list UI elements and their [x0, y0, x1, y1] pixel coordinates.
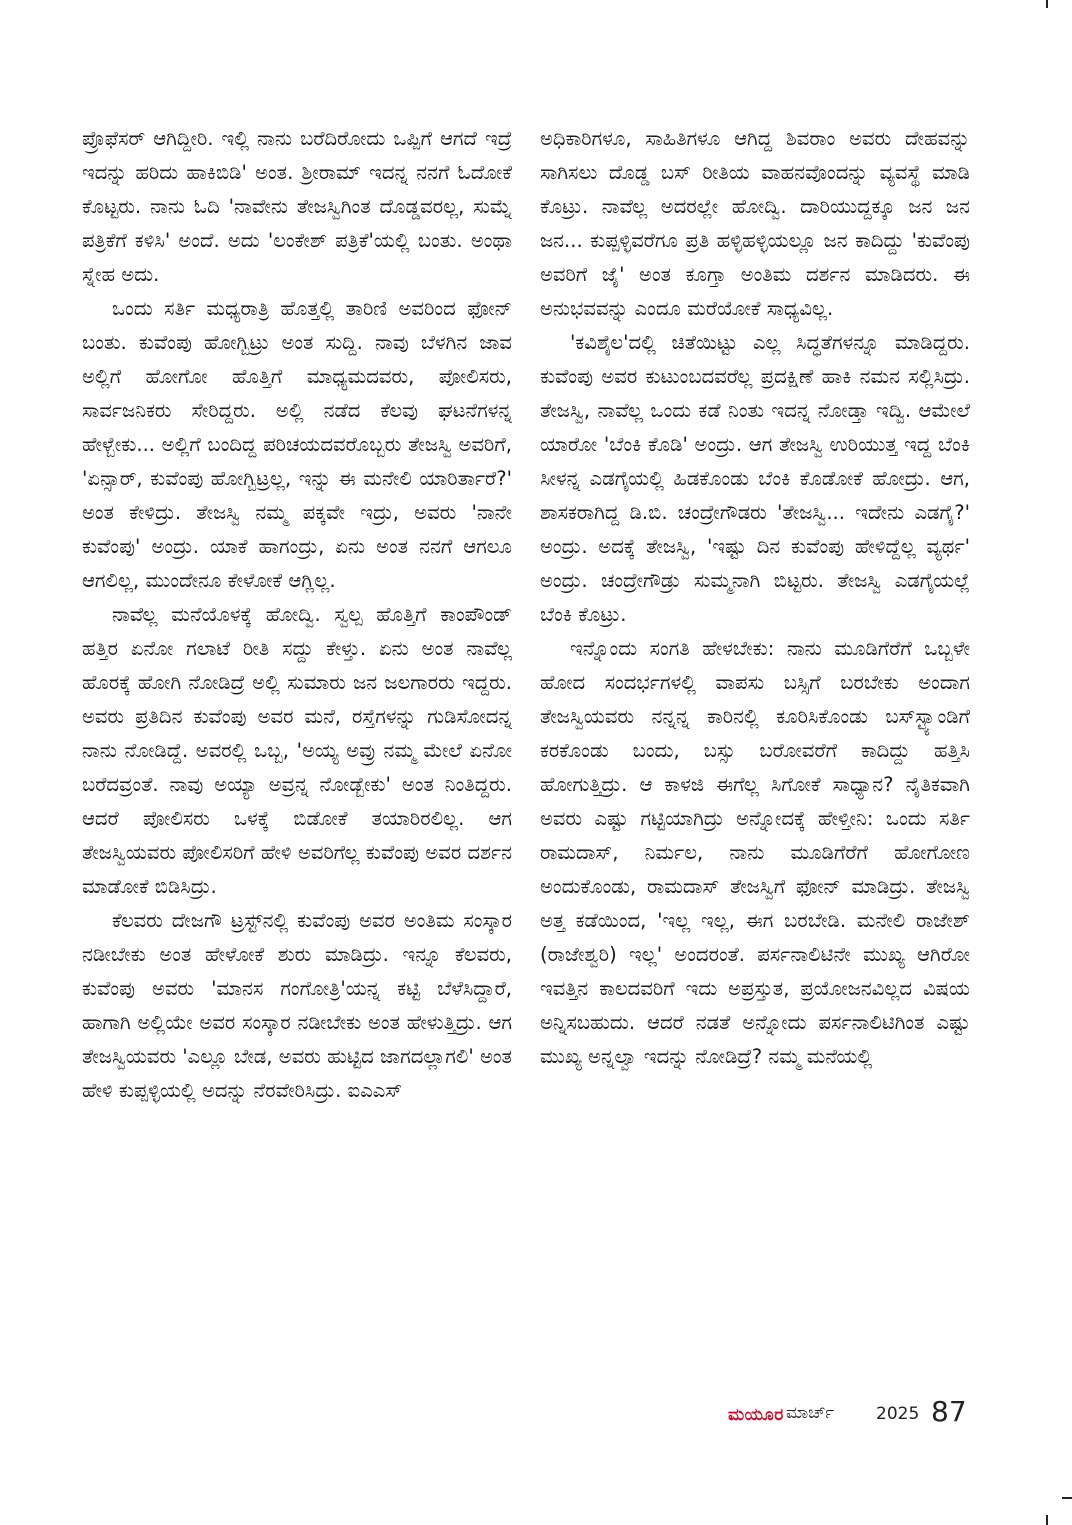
crop-mark-top: [1046, 0, 1048, 8]
crop-mark-bottom: [1046, 1515, 1048, 1525]
paragraph: ಇನ್ನೊಂದು ಸಂಗತಿ ಹೇಳಬೇಕು: ನಾನು ಮೂಡಿಗೆರೆಗೆ ಒಬ್ಬಳೇ ಹೋದ ಸಂದರ್ಭಗಳಲ್ಲಿ ವಾಪಸು ಬಸ್ಸಿಗೆ ಬರಬೇಕು ಅಂದಾಗ ತೇಜಸ್ವಿಯವರು ನನ್ನನ್ನ ಕಾರಿನಲ್ಲಿ ಕೂರಿಸಿಕೊಂಡು ಬಸ್‌ಸ್ಟ್ಯಾಂಡಿಗೆ ಕರಕೊಂಡು ಬಂದು, ಬಸ್ಸು ಬರೋವರೆಗೆ ಕಾದಿದ್ದು ಹತ್ತಿಸಿ ಹೋಗುತ್ತಿದ್ರು. ಆ ಕಾಳಜಿ ಈಗೆಲ್ಲ ಸಿಗೋಕೆ ಸಾಧ್ಯಾನ? ನೈತಿಕವಾಗಿ ಅವರು ಎಷ್ಟು ಗಟ್ಟಿಯಾಗಿದ್ರು ಅನ್ನೋದಕ್ಕೆ ಹೇಳ್ತೀನಿ: ಒಂದು ಸರ್ತಿ ರಾಮದಾಸ್, ನಿರ್ಮಲ, ನಾನು ಮೂಡಿಗೆರೆಗೆ ಹೋಗೋಣ ಅಂದುಕೊಂಡು, ರಾಮದಾಸ್ ತೇಜಸ್ವಿಗೆ ಫೋನ್ ಮಾಡಿದ್ರು. ತೇಜಸ್ವಿ ಅತ್ತ ಕಡೆಯಿಂದ, 'ಇಲ್ಲ ಇಲ್ಲ, ಈಗ ಬರಬೇಡಿ. ಮನೇಲಿ ರಾಜೇಶ್ (ರಾಜೇಶ್ವರಿ) ಇಲ್ಲ' ಅಂದರಂತೆ. ಪರ್ಸನಾಲಿಟಿನೇ ಮುಖ್ಯ ಆಗಿರೋ ಇವತ್ತಿನ ಕಾಲದವರಿಗೆ ಇದು ಅಪ್ರಸ್ತುತ, ಪ್ರಯೋಜನವಿಲ್ಲದ ವಿಷಯ ಅನ್ನಿಸಬಹುದು. ಆದರೆ ನಡತೆ ಅನ್ನೋದು ಪರ್ಸನಾಲಿಟಿಗಿಂತ ಎಷ್ಟು ಮುಖ್ಯ ಅನ್ನಲ್ವಾ ಇದನ್ನು ನೋಡಿದ್ರೆ? ನಮ್ಮ ಮನೆಯಲ್ಲಿ: [540, 637, 970, 1068]
paragraph: ಕೆಲವರು ದೇಜಗೌ ಟ್ರಸ್ಟ್‌ನಲ್ಲಿ ಕುವೆಂಪು ಅವರ ಅಂತಿಮ ಸಂಸ್ಕಾರ ನಡೀಬೇಕು ಅಂತ ಹೇಳೋಕೆ ಶುರು ಮಾಡಿದ್ರು. ಇನ್ನೂ ಕೆಲವರು, ಕುವೆಂಪು ಅವರು 'ಮಾನಸ ಗಂಗೋತ್ರಿ'ಯನ್ನ ಕಟ್ಟಿ ಬೆಳೆಸಿದ್ದಾರೆ, ಹಾಗಾಗಿ ಅಲ್ಲಿಯೇ ಅವರ ಸಂಸ್ಕಾರ ನಡೀಬೇಕು ಅಂತ ಹೇಳುತ್ತಿದ್ರು. ಆಗ ತೇಜಸ್ವಿಯವರು 'ಎಲ್ಲೂ ಬೇಡ, ಅವರು ಹುಟ್ಟಿದ ಜಾಗದಲ್ಲಾಗಲಿ' ಅಂತ ಹೇಳಿ ಕುಪ್ಪಳ್ಳಿಯಲ್ಲಿ ಅದನ್ನು ನೆರವೇರಿಸಿದ್ರು. ಐಎಎಸ್: [82, 909, 512, 1102]
crop-mark-right-bottom: [1062, 1497, 1072, 1499]
article-column-left: [82, 122, 512, 1108]
paragraph: 'ಕವಿಶೈಲ'ದಲ್ಲಿ ಚಿತೆಯಿಟ್ಟು ಎಲ್ಲ ಸಿದ್ಧತೆಗಳನ್ನೂ ಮಾಡಿದ್ದರು. ಕುವೆಂಪು ಅವರ ಕುಟುಂಬದವರೆಲ್ಲ ಪ್ರದಕ್ಷಿಣೆ ಹಾಕಿ ನಮನ ಸಲ್ಲಿಸಿದ್ರು. ತೇಜಸ್ವಿ, ನಾವೆಲ್ಲ ಒಂದು ಕಡೆ ನಿಂತು ಇದನ್ನ ನೋಡ್ತಾ ಇದ್ವಿ. ಆಮೇಲೆ ಯಾರೋ 'ಬೆಂಕಿ ಕೊಡಿ' ಅಂದ್ರು. ಆಗ ತೇಜಸ್ವಿ ಉರಿಯುತ್ತ ಇದ್ದ ಬೆಂಕಿ ಸೀಳನ್ನ ಎಡಗೈಯಲ್ಲಿ ಹಿಡಕೊಂಡು ಬೆಂಕಿ ಕೊಡೋಕೆ ಹೋದ್ರು. ಆಗ, ಶಾಸಕರಾಗಿದ್ದ ಡಿ.ಬಿ. ಚಂದ್ರೇಗೌಡರು 'ತೇಜಸ್ವಿ... ಇದೇನು ಎಡಗೈ?' ಅಂದ್ರು. ಅದಕ್ಕೆ ತೇಜಸ್ವಿ, 'ಇಷ್ಟು ದಿನ ಕುವೆಂಪು ಹೇಳಿದ್ದೆಲ್ಲ ವ್ಯರ್ಥ' ಅಂದ್ರು. ಚಂದ್ರೇಗೌಡ್ರು ಸುಮ್ಮನಾಗಿ ಬಿಟ್ಟರು. ತೇಜಸ್ವಿ ಎಡಗೈಯಲ್ಲೆ ಬೆಂಕಿ ಕೊಟ್ರು.: [540, 331, 970, 626]
paragraph: ಒಂದು ಸರ್ತಿ ಮಧ್ಯರಾತ್ರಿ ಹೊತ್ತಲ್ಲಿ ತಾರಿಣಿ ಅವರಿಂದ ಫೋನ್ ಬಂತು. ಕುವೆಂಪು ಹೋಗ್ಬಿಟ್ರು ಅಂತ ಸುದ್ದಿ. ನಾವು ಬೆಳಗಿನ ಜಾವ ಅಲ್ಲಿಗೆ ಹೋಗೋ ಹೊತ್ತಿಗೆ ಮಾಧ್ಯಮದವರು, ಪೋಲಿಸರು, ಸಾರ್ವಜನಿಕರು ಸೇರಿದ್ದರು. ಅಲ್ಲಿ ನಡೆದ ಕೆಲವು ಘಟನೆಗಳನ್ನ ಹೇಳ್ಬೇಕು... ಅಲ್ಲಿಗೆ ಬಂದಿದ್ದ ಪರಿಚಯದವರೊಬ್ಬರು ತೇಜಸ್ವಿ ಅವರಿಗೆ, 'ಏನ್ಸಾರ್, ಕುವೆಂಪು ಹೋಗ್ಬಿಟ್ರಲ್ಲ, ಇನ್ನು ಈ ಮನೇಲಿ ಯಾರಿರ್ತಾರೆ?' ಅಂತ ಕೇಳಿದ್ರು. ತೇಜಸ್ವಿ ನಮ್ಮ ಪಕ್ಕವೇ ಇದ್ರು, ಅವರು 'ನಾನೇ ಕುವೆಂಪು' ಅಂದ್ರು. ಯಾಕೆ ಹಾಗಂದ್ರು, ಏನು ಅಂತ ನನಗೆ ಆಗಲೂ ಆಗಲಿಲ್ಲ, ಮುಂದೇನೂ ಕೇಳೋಕೆ ಆಗ್ಲಿಲ್ಲ.: [82, 297, 512, 592]
magazine-logo: ಮಯೂರ: [728, 1405, 784, 1425]
issue-year: 2025: [876, 1404, 920, 1424]
issue-month: ಮಾರ್ಚ್: [786, 1403, 835, 1423]
paragraph: ನಾವೆಲ್ಲ ಮನೆಯೊಳಕ್ಕೆ ಹೋದ್ವಿ. ಸ್ವಲ್ಪ ಹೊತ್ತಿಗೆ ಕಾಂಪೌಂಡ್ ಹತ್ತಿರ ಏನೋ ಗಲಾಟೆ ರೀತಿ ಸದ್ದು ಕೇಳ್ತು. ಏನು ಅಂತ ನಾವೆಲ್ಲ ಹೊರಕ್ಕೆ ಹೋಗಿ ನೋಡಿದ್ರೆ ಅಲ್ಲಿ ಸುಮಾರು ಜನ ಜಲಗಾರರು ಇದ್ದರು. ಅವರು ಪ್ರತಿದಿನ ಕುವೆಂಪು ಅವರ ಮನೆ, ರಸ್ತೆಗಳನ್ನು ಗುಡಿಸೋದನ್ನ ನಾನು ನೋಡಿದ್ದೆ. ಅವರಲ್ಲಿ ಒಬ್ಬ, 'ಅಯ್ಯ ಅವ್ರು ನಮ್ಮ ಮೇಲೆ ಏನೋ ಬರೆದವ್ರಂತೆ. ನಾವು ಅಯ್ಯಾ ಅವ್ರನ್ನ ನೋಡ್ಬೇಕು' ಅಂತ ನಿಂತಿದ್ದರು. ಆದರೆ ಪೋಲಿಸರು ಒಳಕ್ಕೆ ಬಿಡೋಕೆ ತಯಾರಿರಲಿಲ್ಲ. ಆಗ ತೇಜಸ್ವಿಯವರು ಪೋಲಿಸರಿಗೆ ಹೇಳಿ ಅವರಿಗೆಲ್ಲ ಕುವೆಂಪು ಅವರ ದರ್ಶನ ಮಾಡೋಕೆ ಬಿಡಿಸಿದ್ರು.: [82, 603, 512, 898]
page-footer: [728, 1395, 968, 1435]
paragraph: ಅಧಿಕಾರಿಗಳೂ, ಸಾಹಿತಿಗಳೂ ಆಗಿದ್ದ ಶಿವರಾಂ ಅವರು ದೇಹವನ್ನು ಸಾಗಿಸಲು ದೊಡ್ಡ ಬಸ್ ರೀತಿಯ ವಾಹನವೊಂದನ್ನು ವ್ಯವಸ್ಥೆ ಮಾಡಿ ಕೊಟ್ರು. ನಾವೆಲ್ಲ ಅದರಲ್ಲೇ ಹೋದ್ವಿ. ದಾರಿಯುದ್ದಕ್ಕೂ ಜನ ಜನ ಜನ... ಕುಪ್ಪಳ್ಳಿವರೆಗೂ ಪ್ರತಿ ಹಳ್ಳಿಹಳ್ಳಿಯಲ್ಲೂ ಜನ ಕಾದಿದ್ದು 'ಕುವೆಂಪು ಅವರಿಗೆ ಜೈ' ಅಂತ ಕೂಗ್ತಾ ಅಂತಿಮ ದರ್ಶನ ಮಾಡಿದರು. ಈ ಅನುಭವವನ್ನು ಎಂದೂ ಮರೆಯೋಕೆ ಸಾಧ್ಯವಿಲ್ಲ.: [540, 127, 970, 320]
page-number: 87: [931, 1395, 967, 1428]
article-column-right: [540, 122, 970, 1074]
paragraph: ಪ್ರೊಫೆಸರ್ ಆಗಿದ್ದೀರಿ. ಇಲ್ಲಿ ನಾನು ಬರೆದಿರೋದು ಒಪ್ಪಿಗೆ ಆಗದೆ ಇದ್ರೆ ಇದನ್ನು ಹರಿದು ಹಾಕಿಬಿಡಿ' ಅಂತ. ಶ್ರೀರಾಮ್ ಇದನ್ನ ನನಗೆ ಓದೋಕೆ ಕೊಟ್ಟರು. ನಾನು ಓದಿ 'ನಾವೇನು ತೇಜಸ್ವಿಗಿಂತ ದೊಡ್ಡವರಲ್ಲ, ಸುಮ್ನೆ ಪತ್ರಿಕೆಗೆ ಕಳಿಸಿ' ಅಂದೆ. ಅದು 'ಲಂಕೇಶ್ ಪತ್ರಿಕೆ'ಯಲ್ಲಿ ಬಂತು. ಅಂಥಾ ಸ್ನೇಹ ಅದು.: [82, 127, 512, 286]
